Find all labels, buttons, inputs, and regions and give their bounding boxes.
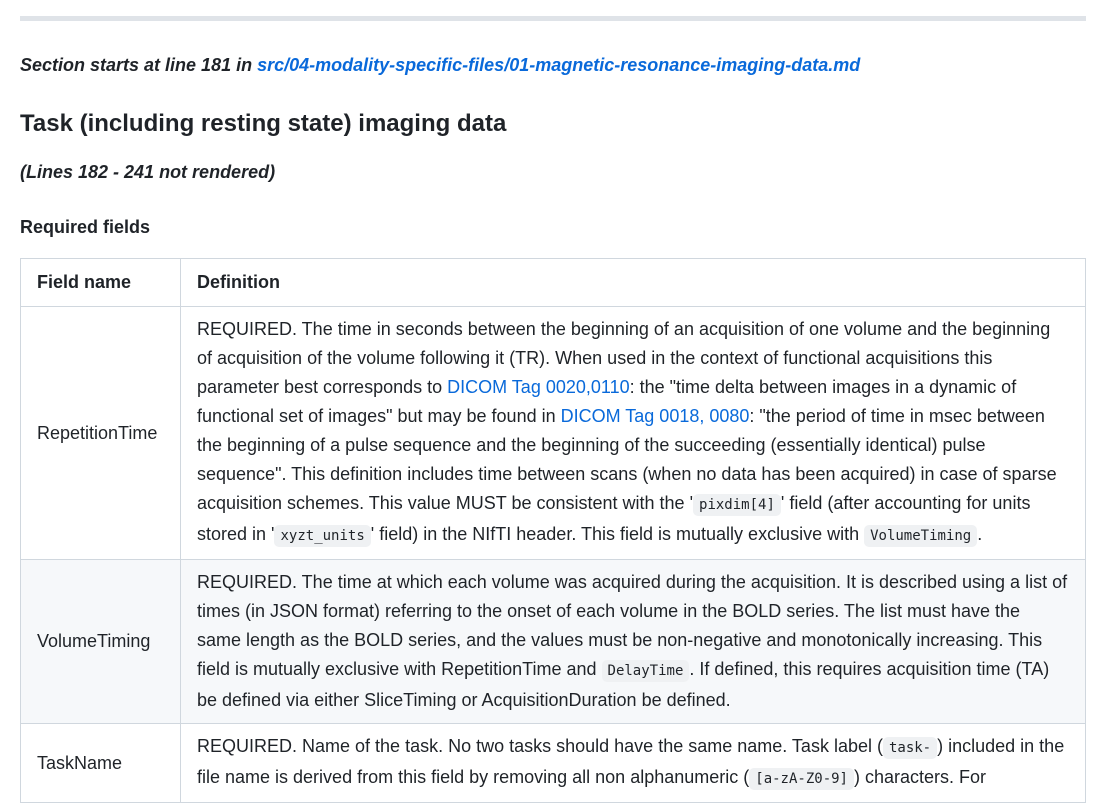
required-fields-heading: Required fields	[20, 217, 151, 237]
definition-cell	[181, 307, 1086, 560]
top-divider	[20, 16, 1086, 21]
definition-text: . If defined, this requires acquisition time (TA) be defined via either SliceTiming or AcquisitionDuration be defined.	[197, 659, 1050, 710]
section-heading: Task (including resting state) imaging data	[20, 110, 507, 137]
section-start-note	[20, 55, 860, 76]
definition-text: ) characters. For	[853, 767, 987, 787]
definition-text: REQUIRED. Name of the task. No two tasks should have the same name. Task label (	[197, 736, 883, 756]
definition-text: : the "time delta between images in a dynamic of functional set of images" but may be found in	[197, 377, 1017, 426]
inline-code-alnum-pattern: [a-zA-Z0-9]	[749, 768, 854, 790]
field-name-cell: RepetitionTime	[21, 307, 181, 560]
field-name-cell: TaskName	[21, 724, 181, 803]
definition-cell	[181, 560, 1086, 724]
inline-code-task-prefix: task-	[883, 737, 937, 759]
definition-text: : "the period of time in msec between the beginning of a pulse sequence and the beginning of the succeeding (essentially identical) pulse sequence". This definition includes time between scans (when no data has been acquired) in case of sparse acquisition schemes. This value MUST be consistent with the '	[197, 406, 1057, 513]
definition-text: .	[977, 524, 983, 544]
definition-text: ' field (after accounting for units stored in '	[197, 493, 1031, 544]
column-header-definition: Definition	[181, 259, 1086, 307]
definition-text: ) included in the file name is derived from this field by removing all non alphanumeric (	[197, 736, 1065, 787]
table-row-repetition-time	[21, 307, 1086, 560]
dicom-tag-0020-0110-link[interactable]: DICOM Tag 0020,0110	[447, 377, 630, 397]
table-row-task-name	[21, 724, 1086, 803]
definition-cell	[181, 724, 1086, 803]
definition-text: ' field) in the NIfTI header. This field is mutually exclusive with	[370, 524, 865, 544]
inline-code-pixdim: pixdim[4]	[693, 494, 781, 516]
required-fields-table	[20, 258, 1086, 803]
lines-not-rendered-note: (Lines 182 - 241 not rendered)	[20, 162, 276, 182]
definition-text: REQUIRED. The time at which each volume was acquired during the acquisition. It is described using a list of times (in JSON format) referring to the onset of each volume in the BOLD series. The list must have the same length as the BOLD series, and the values must be non-negative and monotonically increasing. This field is mutually exclusive with RepetitionTime and	[197, 572, 1068, 679]
dicom-tag-0018-0080-link[interactable]: DICOM Tag 0018, 0080	[560, 406, 750, 426]
column-header-field-name: Field name	[21, 259, 181, 307]
field-name-cell: VolumeTiming	[21, 560, 181, 724]
inline-code-xyzt-units: xyzt_units	[274, 525, 370, 547]
section-note-prefix: Section starts at line 181 in	[20, 55, 258, 75]
source-file-link[interactable]: src/04-modality-specific-files/01-magnetic-resonance-imaging-data.md	[257, 55, 861, 75]
inline-code-volume-timing: VolumeTiming	[864, 525, 977, 547]
definition-text: REQUIRED. The time in seconds between the beginning of an acquisition of one volume and the beginning of acquisition of the volume following it (TR). When used in the context of functional acquisitions this parameter best corresponds to	[197, 319, 1051, 397]
inline-code-delay-time: DelayTime	[602, 660, 690, 682]
table-header-row	[21, 259, 1086, 307]
table-row-volume-timing	[21, 560, 1086, 724]
